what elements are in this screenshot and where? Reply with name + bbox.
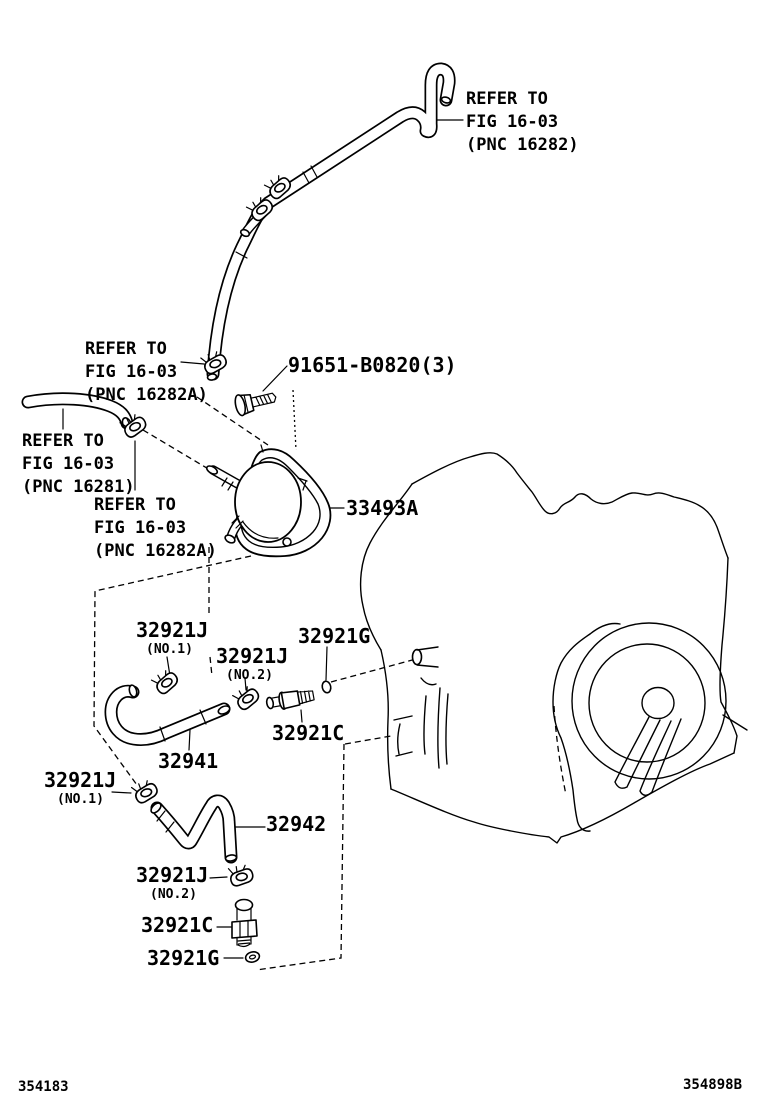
clamp-32921j-no1-mid bbox=[151, 668, 181, 696]
label-line: (PNC 16282A) bbox=[85, 385, 208, 405]
part-number: 32921J bbox=[136, 863, 209, 887]
clamp-32921j-no2-low bbox=[228, 864, 254, 886]
part-number: 32921J bbox=[136, 618, 209, 642]
label-line: REFER TO bbox=[94, 495, 176, 515]
label-part-32921j-no2-mid bbox=[216, 646, 288, 683]
figure-number-left: 354183 bbox=[18, 1079, 69, 1095]
label-refer-fig16-03-pnc16282a-upper bbox=[85, 338, 208, 407]
label-line: REFER TO bbox=[466, 89, 548, 109]
breather-plug-drawing bbox=[205, 445, 330, 556]
label-part-32921g-mid: 32921G bbox=[298, 624, 371, 648]
label-line: FIG 16-03 bbox=[22, 454, 115, 474]
oring-32921g-mid bbox=[321, 680, 332, 693]
label-part-32941: 32941 bbox=[158, 749, 219, 773]
label-part-32921c-mid: 32921C bbox=[272, 721, 345, 745]
label-line: (PNC 16281) bbox=[22, 477, 135, 497]
transmission-outline bbox=[361, 453, 747, 843]
part-note: (NO.1) bbox=[146, 642, 193, 657]
label-part-32921j-no1-mid bbox=[136, 620, 208, 657]
label-line: FIG 16-03 bbox=[466, 112, 559, 132]
label-part-32921c-low: 32921C bbox=[141, 913, 214, 937]
label-line: FIG 16-03 bbox=[85, 362, 178, 382]
top-hose-drawing bbox=[201, 69, 452, 381]
label-part-91651-b0820: 91651-B0820(3) bbox=[288, 353, 457, 377]
hose-32941-drawing bbox=[111, 684, 231, 741]
label-part-32921g-low: 32921G bbox=[147, 946, 220, 970]
label-part-32921j-no2-low bbox=[136, 865, 208, 902]
figure-number-right: 354898B bbox=[683, 1077, 743, 1093]
label-part-32942: 32942 bbox=[266, 812, 327, 836]
label-refer-fig16-03-pnc16282a-lower bbox=[94, 494, 217, 563]
label-refer-fig16-03-pnc16282 bbox=[466, 88, 579, 157]
connector-32921c-low bbox=[232, 900, 257, 947]
connector-32921c-mid bbox=[265, 687, 314, 712]
label-line: (PNC 16282A) bbox=[94, 541, 217, 561]
part-number: 32921J bbox=[44, 768, 117, 792]
label-line: (PNC 16282) bbox=[466, 135, 579, 155]
bolt-drawing bbox=[234, 387, 279, 417]
label-line: REFER TO bbox=[85, 339, 167, 359]
oring-32921g-low bbox=[244, 950, 260, 963]
part-note: (NO.2) bbox=[226, 668, 273, 683]
label-refer-fig16-03-pnc16281 bbox=[22, 430, 135, 499]
label-line: REFER TO bbox=[22, 431, 104, 451]
part-note: (NO.1) bbox=[57, 792, 104, 807]
label-part-32921j-no1-low bbox=[44, 770, 116, 807]
part-note: (NO.2) bbox=[150, 887, 197, 902]
clamp-32921j-no2-mid bbox=[232, 684, 261, 712]
part-number: 32921J bbox=[216, 644, 289, 668]
label-line: FIG 16-03 bbox=[94, 518, 187, 538]
hose-32942-drawing bbox=[149, 801, 237, 862]
label-part-33493a: 33493A bbox=[346, 496, 419, 520]
